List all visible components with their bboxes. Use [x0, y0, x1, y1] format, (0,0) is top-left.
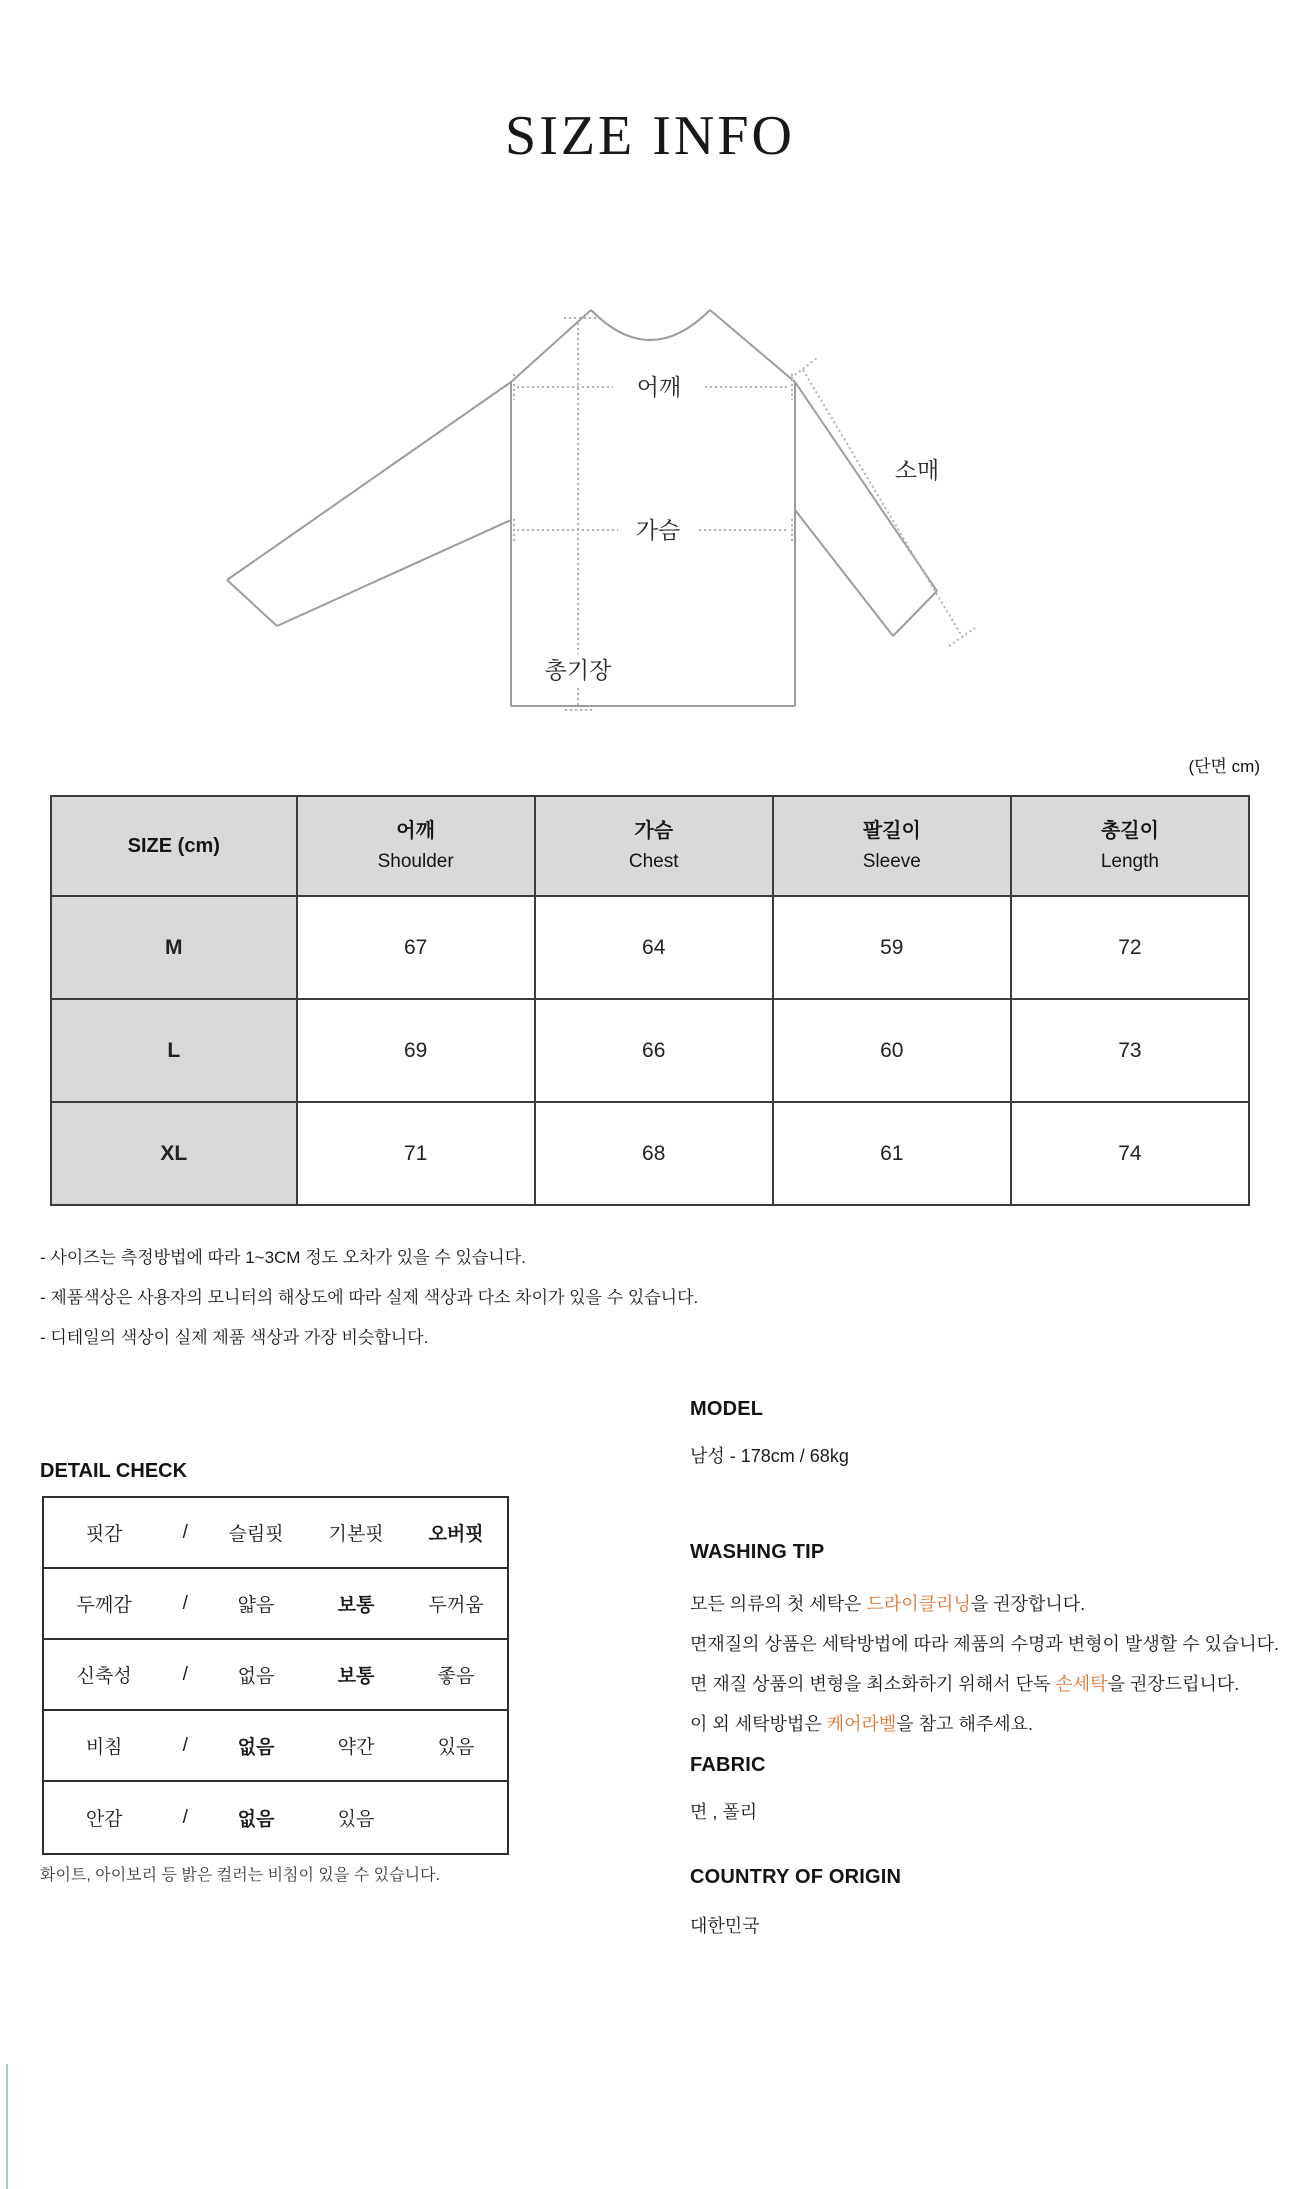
washing-highlight: 손세탁 — [1055, 1674, 1108, 1694]
length-measure-label: 총기장 — [544, 657, 612, 683]
measure-cell: 72 — [1011, 896, 1249, 999]
washing-text: 이 외 세탁방법은 — [690, 1714, 827, 1734]
washing-tip-line — [690, 1704, 1279, 1744]
size-row-m — [51, 896, 1249, 999]
garment-measurement-diagram — [225, 248, 1075, 713]
washing-highlight: 케어라벨 — [826, 1714, 897, 1734]
detail-option: 오버핏 — [428, 1524, 484, 1545]
detail-label: 신축성 — [76, 1666, 132, 1687]
detail-label: 비침 — [85, 1737, 123, 1758]
detail-option: 약간 — [337, 1737, 375, 1758]
washing-tip-line — [690, 1664, 1279, 1704]
note-line: - 제품색상은 사용자의 모니터의 해상도에 따라 실제 색상과 다소 차이가 있을 수 있습니다. — [40, 1288, 699, 1307]
detail-slash: / — [182, 1592, 188, 1614]
detail-option: 얇음 — [237, 1595, 275, 1616]
measure-cell: 74 — [1011, 1102, 1249, 1205]
detail-label: 핏감 — [85, 1524, 123, 1545]
washing-highlight: 드라이클리닝 — [866, 1594, 971, 1614]
detail-option: 없음 — [237, 1666, 275, 1687]
model-spec: 남성 - 178cm / 68kg — [690, 1446, 849, 1466]
measure-cell: 61 — [773, 1102, 1011, 1205]
measure-cell: 67 — [297, 896, 535, 999]
detail-row-fit — [44, 1498, 507, 1569]
page-title: SIZE INFO — [505, 105, 795, 167]
measure-cell: 71 — [297, 1102, 535, 1205]
detail-slash: / — [182, 1663, 188, 1685]
sleeve-header-ko: 팔길이 — [862, 819, 921, 842]
measure-cell: 64 — [535, 896, 773, 999]
chest-measure-label: 가슴 — [635, 517, 681, 543]
washing-text: 면 재질 상품의 변형을 최소화하기 위해서 단독 — [690, 1674, 1056, 1694]
size-table — [50, 795, 1250, 1206]
length-header-en: Length — [1100, 850, 1159, 872]
fabric-heading: FABRIC — [690, 1754, 766, 1776]
detail-slash: / — [182, 1806, 188, 1828]
length-header-ko: 총길이 — [1100, 819, 1159, 842]
measure-cell: 66 — [535, 999, 773, 1102]
measure-cell: 73 — [1011, 999, 1249, 1102]
shoulder-header-ko: 어깨 — [396, 819, 435, 842]
detail-label: 두께감 — [76, 1595, 132, 1616]
measure-cell: 68 — [535, 1102, 773, 1205]
washing-tip-line — [690, 1624, 1279, 1664]
note-line: - 디테일의 색상이 실제 제품 색상과 가장 비슷합니다. — [40, 1328, 429, 1347]
washing-text: 면재질의 상품은 세탁방법에 따라 제품의 수명과 변형이 발생할 수 있습니다. — [690, 1634, 1280, 1654]
shirt-outline-drawing — [225, 248, 1075, 713]
sleeve-header-en: Sleeve — [862, 850, 921, 872]
detail-option: 두꺼움 — [428, 1595, 484, 1616]
size-label-cell: M — [51, 896, 297, 999]
detail-option: 있음 — [437, 1737, 475, 1758]
size-label-cell: XL — [51, 1102, 297, 1205]
detail-row-thickness — [44, 1569, 507, 1640]
washing-tip-line — [690, 1584, 1279, 1624]
washing-tip-text — [690, 1584, 1279, 1744]
shoulder-column-header — [297, 796, 535, 896]
note-line: - 사이즈는 측정방법에 따라 1~3CM 정도 오차가 있을 수 있습니다. — [40, 1248, 526, 1267]
detail-check-table — [42, 1496, 509, 1855]
washing-text: 을 권장드립니다. — [1107, 1674, 1240, 1694]
chest-header-ko: 가슴 — [634, 819, 674, 842]
detail-row-sheerness — [44, 1711, 507, 1782]
detail-option: 보통 — [337, 1666, 375, 1687]
detail-check-note: 화이트, 아이보리 등 밝은 컬러는 비침이 있을 수 있습니다. — [40, 1867, 440, 1884]
detail-option: 기본핏 — [328, 1524, 384, 1545]
detail-option: 슬림핏 — [228, 1524, 284, 1545]
size-column-header: SIZE (cm) — [51, 796, 297, 896]
detail-label: 안감 — [85, 1809, 123, 1830]
shoulder-header-en: Shoulder — [377, 850, 454, 872]
shoulder-measure-label: 어깨 — [636, 374, 682, 400]
detail-row-lining — [44, 1782, 507, 1853]
washing-tip-heading: WASHING TIP — [690, 1541, 825, 1563]
chest-column-header — [535, 796, 773, 896]
origin-value: 대한민국 — [690, 1916, 760, 1936]
measure-cell: 69 — [297, 999, 535, 1102]
detail-slash: / — [182, 1734, 188, 1756]
origin-heading: COUNTRY OF ORIGIN — [690, 1866, 902, 1888]
measure-cell: 59 — [773, 896, 1011, 999]
detail-check-heading: DETAIL CHECK — [40, 1460, 188, 1482]
length-column-header — [1011, 796, 1249, 896]
measure-cell: 60 — [773, 999, 1011, 1102]
sleeve-measure-label: 소매 — [894, 457, 940, 483]
sleeve-column-header — [773, 796, 1011, 896]
size-row-l — [51, 999, 1249, 1102]
model-heading: MODEL — [690, 1398, 764, 1420]
detail-row-stretch — [44, 1640, 507, 1711]
detail-option: 좋음 — [437, 1666, 475, 1687]
size-row-xl — [51, 1102, 1249, 1205]
page-edge-line — [6, 2064, 8, 2189]
unit-note: (단면 cm) — [1188, 757, 1260, 776]
washing-text: 을 권장합니다. — [970, 1594, 1086, 1614]
chest-header-en: Chest — [628, 850, 679, 872]
washing-text: 모든 의류의 첫 세탁은 — [690, 1594, 867, 1614]
washing-text: 을 참고 해주세요. — [896, 1714, 1033, 1734]
size-label-cell: L — [51, 999, 297, 1102]
detail-option: 보통 — [337, 1595, 375, 1616]
size-disclaimer-notes — [40, 1238, 698, 1358]
size-table-header-row — [51, 796, 1249, 896]
detail-slash: / — [182, 1521, 188, 1543]
detail-option: 없음 — [237, 1809, 275, 1830]
fabric-value: 면 , 폴리 — [690, 1802, 758, 1822]
detail-option: 있음 — [337, 1809, 375, 1830]
detail-option: 없음 — [237, 1737, 275, 1758]
